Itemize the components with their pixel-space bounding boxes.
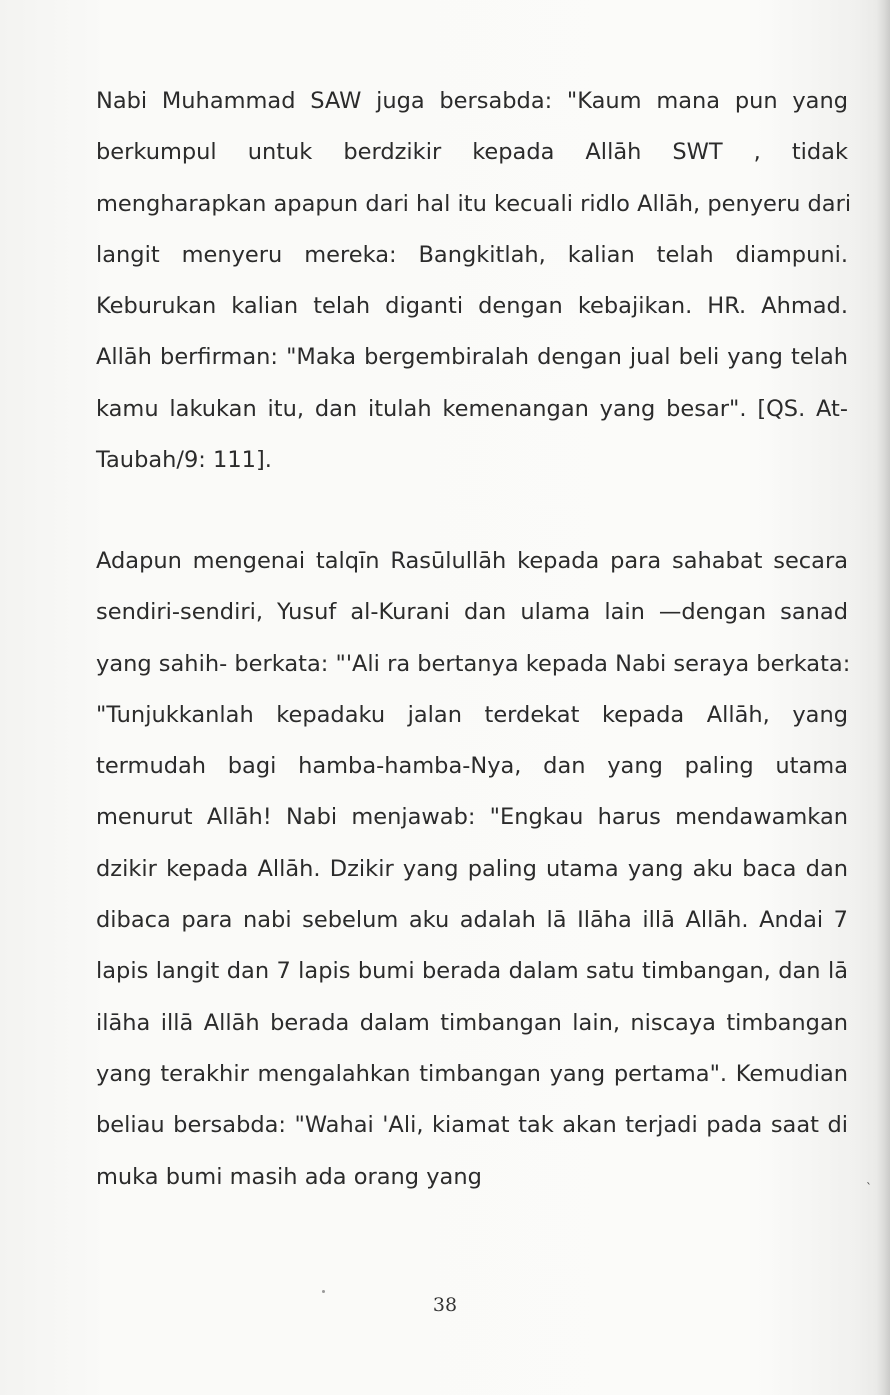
paragraph-line: dibaca para nabi sebelum aku adalah lā Ilāha illā Allāh. Andai 7 xyxy=(96,907,848,934)
paragraph-line: Allāh berfirman: "Maka bergembiralah dengan jual beli yang telah xyxy=(96,344,848,371)
scan-dust-dot xyxy=(322,1290,325,1293)
paragraph-line: menurut Allāh! Nabi menjawab: "Engkau harus mendawamkan xyxy=(96,804,848,831)
paragraph-line: Taubah/9: 111]. xyxy=(96,447,272,474)
paragraph-line: sendiri-sendiri, Yusuf al-Kurani dan ulama lain —dengan sanad xyxy=(96,599,848,626)
paragraph-line: Nabi Muhammad SAW juga bersabda: "Kaum mana pun yang xyxy=(96,88,848,114)
paragraph-line: Keburukan kalian telah diganti dengan kebajikan. HR. Ahmad. xyxy=(96,293,848,320)
paragraph-line: beliau bersabda: "Wahai 'Ali, kiamat tak akan terjadi pada saat di xyxy=(96,1112,848,1139)
paragraph-line: langit menyeru mereka: Bangkitlah, kalian telah diampuni. xyxy=(96,241,848,268)
paragraph-line: ilāha illā Allāh berada dalam timbangan lain, niscaya timbangan xyxy=(96,1009,848,1036)
paragraph-1 xyxy=(96,76,852,486)
paragraph-line: muka bumi masih ada orang yang xyxy=(96,1163,482,1190)
paragraph-line: termudah bagi hamba-hamba-Nya, dan yang paling utama xyxy=(96,753,848,780)
paragraph-line: yang terakhir mengalahkan timbangan yang pertama". Kemudian xyxy=(96,1060,848,1087)
page-edge-shadow xyxy=(876,0,890,1395)
paragraph-line: berkumpul untuk berdzikir kepada Allāh SWT , tidak xyxy=(96,139,848,166)
paragraph-2 xyxy=(96,536,851,1203)
paragraph-line: Adapun mengenai talqīn Rasūlullāh kepada para sahabat secara xyxy=(96,548,848,574)
page-number: 38 xyxy=(432,1294,458,1316)
paragraph-line: "Tunjukkanlah kepadaku jalan terdekat kepada Allāh, yang xyxy=(96,701,848,728)
paragraph-line: mengharapkan apapun dari hal itu kecuali ridlo Allāh, penyeru dari xyxy=(96,190,852,217)
paragraph-line: lapis langit dan 7 lapis bumi berada dalam satu timbangan, dan lā xyxy=(96,958,848,985)
scan-speck-mark: ˋ xyxy=(866,1181,872,1195)
paragraph-line: yang sahih- berkata: "'Ali ra bertanya kepada Nabi seraya berkata: xyxy=(96,650,851,677)
paragraph-line: dzikir kepada Allāh. Dzikir yang paling utama yang aku baca dan xyxy=(96,855,848,882)
paragraph-line: kamu lakukan itu, dan itulah kemenangan yang besar". [QS. At- xyxy=(96,395,848,422)
